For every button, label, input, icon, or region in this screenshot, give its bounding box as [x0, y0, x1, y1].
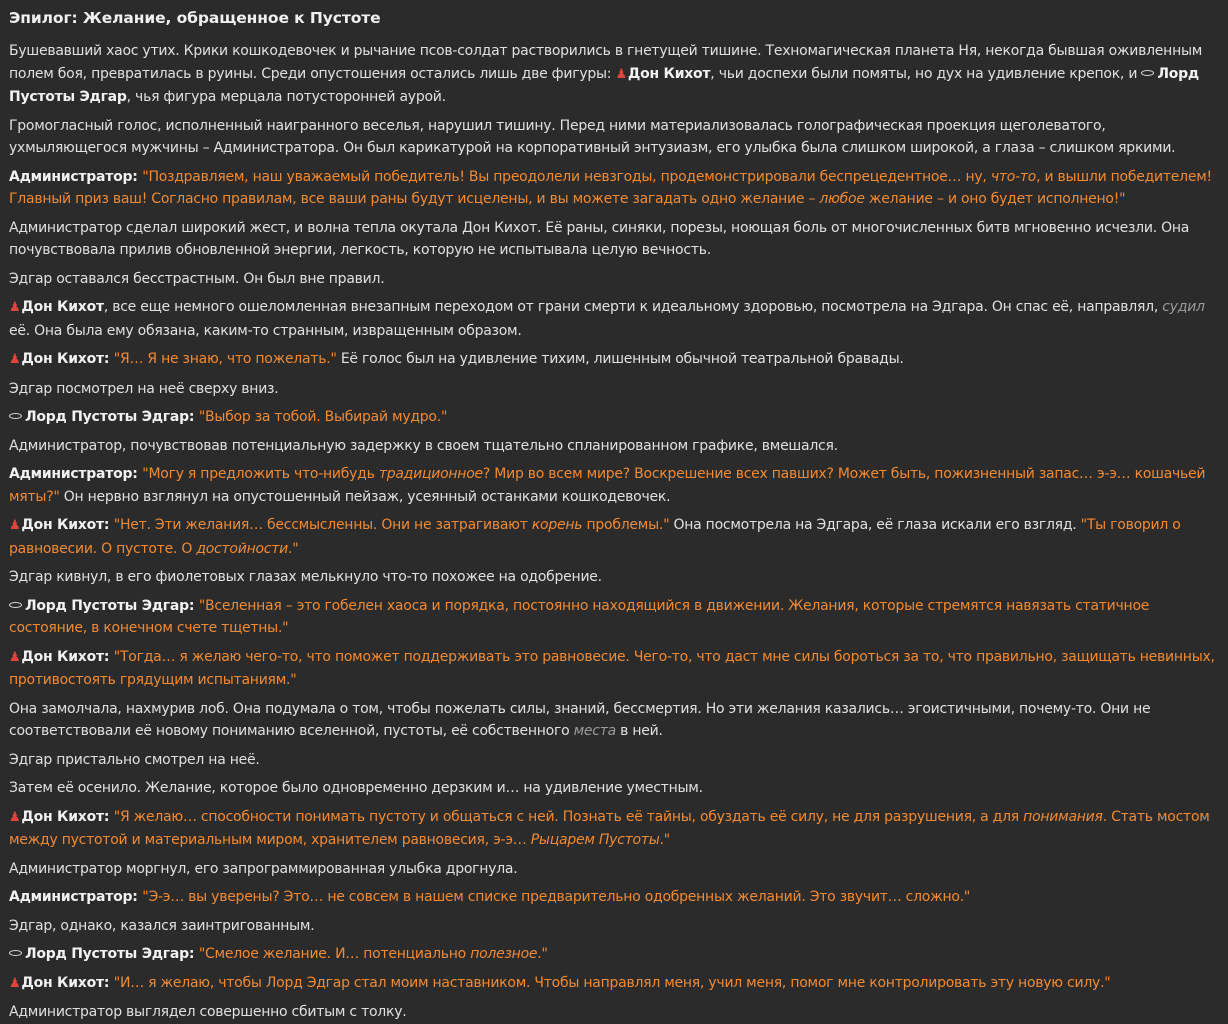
paragraph: Громогласный голос, исполненный наигранного веселья, нарушил тишину. Перед ними материализовалась голографическая проекция щеголеватого, ухмыляющегося мужчины – Администратора. Он был карикатурой на корпоративный энтузиазм, его улыбка была слишком широкой, а глаза – слишком яркими. [9, 117, 1176, 156]
speaker-don: Дон Кихот [21, 299, 104, 315]
dancer-icon: ♟ [615, 66, 627, 82]
paragraph [9, 40, 1216, 109]
quote: "Я желаю… способности понимать пустоту и общаться с ней. Познать её тайны, обуздать её силу, не для разрушения, а для понимания. Стать мостом между пустотой и материальным миром, хранителем равновесия, э-э… Рыцарем Пустоты." [9, 808, 1210, 848]
paragraph: Администратор, почувствовав потенциальную задержку в своем тщательно спланированном графике, вмешался. [9, 437, 838, 454]
quote: "Могу я предложить что-нибудь традиционное? Мир во всем мире? Воскрешение всех павших? Может быть, пожизненный запас… э-э… кошачьей мяты?" [9, 466, 1206, 505]
paragraph: Администратор моргнул, его запрограммированная улыбка дрогнула. [9, 860, 518, 877]
quote: "Поздравляем, наш уважаемый победитель! Вы преодолели невзгоды, продемонстрировали беспрецедентное… ну, что-то, и вышли победителем! Главный приз ваш! Согласно правилам, все ваши раны будут исцелены, и вы можете загадать одно желание – любое желание – и оно будет исполнено!" [9, 168, 1212, 207]
speaker-admin: Администратор [9, 889, 133, 905]
paragraph: Администратор выглядел совершенно сбитым с толку. [9, 1004, 407, 1020]
dialogue-admin: Администратор: "Э-э… вы уверены? Это… не совсем в нашем списке предварительно одобренных желаний. Это звучит… сложно." [9, 889, 971, 905]
dialogue-don: ♟Дон Кихот: "Я желаю… способности понимать пустоту и общаться с ней. Познать её тайны, обуздать её силу, не для разрушения, а для понимания. Стать мостом между пустотой и материальным миром, хранителем равновесия, э-э… Рыцарем Пустоты." [9, 808, 1210, 848]
speaker-edgar: Лорд Пустоты Эдгар [25, 597, 189, 614]
dialogue-edgar: Лорд Пустоты Эдгар: "Вселенная – это гобелен хаоса и порядка, постоянно находящийся в движении. Желания, которые стремятся навязать статичное состояние, в конечном счете тщетны." [9, 597, 1150, 636]
dancer-icon: ♟ [9, 649, 21, 665]
quote: "Ты говорил о равновесии. О пустоте. О достойности." [9, 517, 1181, 557]
quote: "Смелое желание. И… потенциально полезное." [198, 946, 548, 962]
dancer-icon: ♟ [9, 300, 21, 315]
speaker-edgar: Лорд Пустоты Эдгар [9, 65, 1199, 105]
dancer-icon: ♟ [9, 518, 21, 533]
dialogue-edgar: Лорд Пустоты Эдгар: "Выбор за тобой. Выбирай мудро." [9, 406, 1216, 429]
paragraph: Эдгар кивнул, в его фиолетовых глазах мелькнуло что-то похожее на одобрение. [9, 569, 602, 585]
dancer-icon: ♟ [9, 975, 21, 991]
quote: "Нет. Эти желания… бессмысленны. Они не затрагивают корень проблемы." [113, 517, 670, 533]
paragraph: Администратор сделал широкий жест, и волна тепла окутала Дон Кихот. Её раны, синяки, порезы, ноющая боль от многочисленных битв мгновенно исчезли. Она почувствовала прилив обновленной энергии, легкость, которую не испытывала целую вечность. [9, 219, 1190, 258]
quote: "Я… Я не знаю, что пожелать." [113, 351, 337, 367]
paragraph: ♟Дон Кихот, все еще немного ошеломленная внезапным переходом от грани смерти к идеальному здоровью, посмотрела на Эдгара. Он спас её, направлял, судил её. Она была ему обязана, каким-то странным, извращенным образом. [9, 299, 1205, 339]
dialogue-edgar: Лорд Пустоты Эдгар: "Смелое желание. И… потенциально полезное." [9, 943, 1216, 966]
dialogue-admin: Администратор: "Поздравляем, наш уважаемый победитель! Вы преодолели невзгоды, продемонстрировали беспрецедентное… ну, что-то, и вышли победителем! Главный приз ваш! Согласно правилам, все ваши раны будут исцелены, и вы можете загадать одно желание – любое желание – и оно будет исполнено!" [9, 168, 1212, 207]
dancer-icon: ♟ [9, 809, 21, 825]
quote: "И… я желаю, чтобы Лорд Эдгар стал моим наставником. Чтобы направлял меня, учил меня, помог мне контролировать эту новую силу." [113, 974, 1111, 991]
speaker-don: Дон Кихот [21, 974, 104, 991]
speaker-admin: Администратор [9, 466, 133, 482]
quote: "Выбор за тобой. Выбирай мудро." [198, 409, 448, 425]
quote: "Тогда… я желаю чего-то, что поможет поддерживать это равновесие. Чего-то, что даст мне силы бороться за то, что правильно, защищать невинных, противостоять грядущим испытаниям." [9, 648, 1215, 688]
speaker-don: Дон Кихот [21, 517, 104, 533]
paragraph: Затем её осенило. Желание, которое было одновременно дерзким и… на удивление уместным. [9, 780, 703, 796]
void-ring-icon [1141, 70, 1154, 76]
emphasis: места [573, 723, 616, 739]
speaker-don: Дон Кихот [21, 808, 104, 825]
narration: , чья фигура мерцала потусторонней аурой. [126, 89, 446, 105]
speaker-don: Дон Кихот [21, 351, 104, 367]
void-ring-icon [9, 413, 22, 419]
speaker-edgar: Лорд Пустоты Эдгар [25, 409, 189, 425]
speaker-don: Дон Кихот [627, 65, 711, 82]
speaker-admin: Администратор [9, 168, 133, 185]
paragraph: Эдгар пристально смотрел на неё. [9, 751, 260, 768]
dancer-icon: ♟ [9, 352, 21, 367]
emphasis: судил [1162, 299, 1205, 315]
dialogue-don: ♟Дон Кихот: "Тогда… я желаю чего-то, что поможет поддерживать это равновесие. Чего-то, что даст мне силы бороться за то, что правильно, защищать невинных, противостоять грядущим испытаниям." [9, 648, 1215, 688]
quote: "Э-э… вы уверены? Это… не совсем в нашем списке предварительно одобренных желаний. Это звучит… сложно." [142, 889, 971, 905]
narration: , чьи доспехи были помяты, но дух на удивление крепок, и [710, 65, 1142, 82]
dialogue-don: ♟Дон Кихот: "Я… Я не знаю, что пожелать." Её голос был на удивление тихим, лишенным обычной театральной бравады. [9, 351, 904, 367]
paragraph: Эдгар оставался бесстрастным. Он был вне правил. [9, 270, 385, 287]
quote: "Вселенная – это гобелен хаоса и порядка, постоянно находящийся в движении. Желания, которые стремятся навязать статичное состояние, в конечном счете тщетны." [9, 597, 1150, 636]
paragraph: Эдгар посмотрел на неё сверху вниз. [9, 380, 279, 397]
dialogue-don: ♟Дон Кихот: "И… я желаю, чтобы Лорд Эдгар стал моим наставником. Чтобы направлял меня, учил меня, помог мне контролировать эту новую силу." [9, 974, 1111, 991]
narration: Бушевавший хаос утих. Крики кошкодевочек и рычание псов-солдат растворились в гнетущей тишине. Техномагическая планета Ня, некогда бывшая оживленным полем боя, превратилась в руины. Среди опустошения остались лишь две фигуры: [9, 43, 1203, 82]
void-ring-icon [9, 950, 22, 956]
dialogue-don: ♟Дон Кихот: "Нет. Эти желания… бессмысленны. Они не затрагивают корень проблемы." Она посмотрела на Эдгара, её глаза искали его взгляд. "Ты говорил о равновесии. О пустоте. О достойности." [9, 517, 1181, 557]
paragraph: Она замолчала, нахмурив лоб. Она подумала о том, чтобы пожелать силы, знаний, бессмертия. Но эти желания казались… эгоистичными, почему-то. Они не соответствовали её новому пониманию вселенной, пустоты, её собственного места в ней. [9, 700, 1151, 739]
chapter-title: Эпилог: Желание, обращенное к Пустоте [9, 9, 381, 27]
speaker-edgar: Лорд Пустоты Эдгар [25, 946, 189, 962]
dialogue-admin: Администратор: "Могу я предложить что-нибудь традиционное? Мир во всем мире? Воскрешение всех павших? Может быть, пожизненный запас… э-э… кошачьей мяты?" Он нервно взглянул на опустошенный пейзаж, усеянный останками кошкодевочек. [9, 466, 1206, 505]
void-ring-icon [9, 602, 22, 608]
speaker-don: Дон Кихот [21, 648, 104, 665]
paragraph: Эдгар, однако, казался заинтригованным. [9, 917, 315, 934]
